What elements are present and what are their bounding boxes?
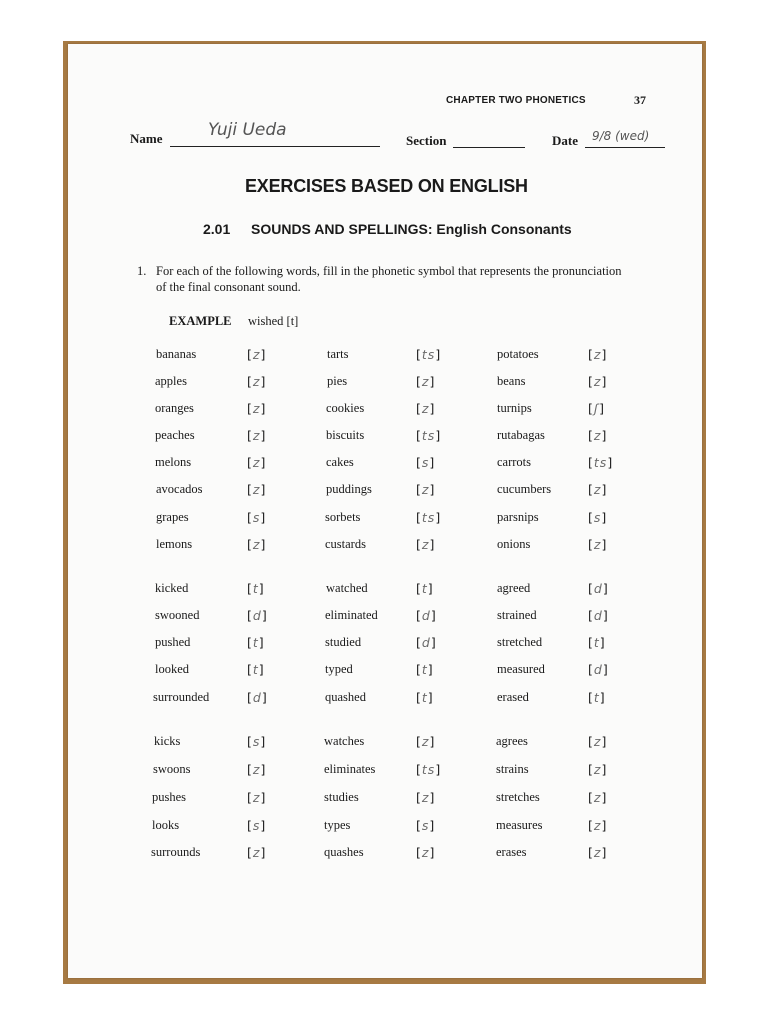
question-text: For each of the following words, fill in the phonetic symbol that represents the pronunciation of the final consonant sound. (156, 264, 622, 294)
answer-field[interactable] (588, 428, 607, 443)
word-item: apples (155, 374, 187, 388)
open-bracket: [ (416, 581, 422, 596)
answer-symbol: s (593, 510, 602, 525)
close-bracket: ] (261, 608, 268, 623)
open-bracket: [ (416, 734, 422, 749)
answer-field[interactable] (588, 401, 605, 416)
open-bracket: [ (588, 347, 594, 362)
word-item: quashed (325, 690, 366, 704)
close-bracket: ] (601, 374, 608, 389)
answer-field[interactable] (588, 690, 606, 705)
open-bracket: [ (588, 581, 594, 596)
open-bracket: [ (416, 401, 422, 416)
close-bracket: ] (260, 510, 267, 525)
answer-field[interactable] (416, 662, 434, 677)
word-item: quashes (324, 845, 364, 859)
name-value: Yuji Ueda (208, 120, 287, 140)
answer-symbol: d (593, 608, 603, 623)
close-bracket: ] (607, 455, 614, 470)
open-bracket: [ (588, 374, 594, 389)
open-bracket: [ (247, 482, 253, 497)
example-text: wished [t] (248, 314, 299, 328)
open-bracket: [ (588, 455, 594, 470)
open-bracket: [ (588, 818, 594, 833)
word-item: looked (155, 662, 190, 676)
answer-symbol: z (252, 790, 261, 805)
open-bracket: [ (588, 662, 594, 677)
answer-field[interactable] (588, 608, 609, 623)
answer-field[interactable] (588, 510, 607, 525)
answer-field[interactable] (588, 734, 607, 749)
answer-symbol: ts (421, 510, 436, 525)
close-bracket: ] (258, 581, 265, 596)
answer-symbol: t (593, 690, 600, 705)
close-bracket: ] (429, 790, 436, 805)
open-bracket: [ (416, 690, 422, 705)
close-bracket: ] (601, 537, 608, 552)
open-bracket: [ (247, 608, 253, 623)
section-label: Section (406, 133, 447, 148)
word-item: bananas (156, 347, 197, 361)
open-bracket: [ (416, 608, 422, 623)
close-bracket: ] (260, 482, 267, 497)
close-bracket: ] (429, 537, 436, 552)
word-item: agrees (496, 734, 528, 748)
word-item: custards (325, 537, 366, 551)
answer-field[interactable] (416, 608, 437, 623)
close-bracket: ] (430, 608, 437, 623)
close-bracket: ] (601, 482, 608, 497)
open-bracket: [ (588, 762, 594, 777)
word-item: erases (496, 845, 527, 859)
answer-symbol: z (252, 347, 261, 362)
open-bracket: [ (588, 537, 594, 552)
answer-symbol: z (252, 401, 261, 416)
answer-field[interactable] (247, 428, 266, 443)
close-bracket: ] (260, 818, 267, 833)
word-item: strains (496, 762, 529, 776)
section-title: SOUNDS AND SPELLINGS: English Consonants (251, 221, 572, 237)
open-bracket: [ (416, 818, 422, 833)
answer-field[interactable] (416, 537, 435, 552)
close-bracket: ] (601, 818, 608, 833)
answer-symbol: t (421, 581, 428, 596)
close-bracket: ] (258, 662, 265, 677)
open-bracket: [ (416, 510, 422, 525)
close-bracket: ] (260, 537, 267, 552)
answer-symbol: t (421, 662, 428, 677)
open-bracket: [ (247, 510, 253, 525)
word-item: turnips (497, 401, 532, 415)
open-bracket: [ (247, 818, 253, 833)
answer-symbol: z (421, 845, 430, 860)
close-bracket: ] (435, 347, 442, 362)
answer-symbol: z (593, 374, 602, 389)
answer-field[interactable] (247, 537, 266, 552)
open-bracket: [ (247, 581, 253, 596)
example-label: EXAMPLE (169, 314, 232, 328)
word-item: types (324, 818, 351, 832)
answer-field[interactable] (247, 635, 265, 650)
open-bracket: [ (247, 401, 253, 416)
answer-field[interactable] (416, 455, 435, 470)
word-item: puddings (326, 482, 372, 496)
close-bracket: ] (260, 734, 267, 749)
word-item: potatoes (497, 347, 539, 361)
word-item: peaches (155, 428, 195, 442)
answer-field[interactable] (416, 818, 435, 833)
answer-field[interactable] (588, 635, 606, 650)
word-item: studied (325, 635, 362, 649)
close-bracket: ] (602, 662, 609, 677)
answer-symbol: d (421, 608, 431, 623)
close-bracket: ] (427, 581, 434, 596)
answer-field[interactable] (416, 581, 434, 596)
open-bracket: [ (247, 734, 253, 749)
answer-symbol: z (252, 374, 261, 389)
word-item: cucumbers (497, 482, 552, 496)
answer-symbol: ts (421, 347, 436, 362)
answer-symbol: t (421, 690, 428, 705)
answer-symbol: z (252, 762, 261, 777)
word-item: stretches (496, 790, 540, 804)
date-value: 9/8 (wed) (592, 129, 650, 143)
answer-field[interactable] (247, 690, 268, 705)
word-item: swooned (155, 608, 200, 622)
word-item: rutabagas (497, 428, 545, 442)
close-bracket: ] (260, 347, 267, 362)
close-bracket: ] (601, 347, 608, 362)
answer-field[interactable] (247, 510, 266, 525)
word-item: stretched (497, 635, 543, 649)
close-bracket: ] (429, 401, 436, 416)
answer-symbol: z (252, 455, 261, 470)
answer-symbol: s (252, 510, 261, 525)
word-item: surrounds (151, 845, 201, 859)
date-label: Date (552, 133, 578, 148)
answer-field[interactable] (247, 845, 266, 860)
answer-field[interactable] (416, 401, 435, 416)
close-bracket: ] (427, 662, 434, 677)
answer-symbol: z (252, 537, 261, 552)
answer-field[interactable] (247, 581, 265, 596)
answer-symbol: z (421, 734, 430, 749)
word-item: typed (325, 662, 353, 676)
answer-symbol: s (252, 734, 261, 749)
exercises-title: EXERCISES BASED ON ENGLISH (245, 176, 528, 196)
answer-field[interactable] (416, 762, 441, 777)
answer-symbol: d (252, 608, 262, 623)
answer-field[interactable] (588, 662, 609, 677)
answer-symbol: z (421, 401, 430, 416)
answer-symbol: z (421, 374, 430, 389)
answer-field[interactable] (247, 374, 266, 389)
answer-symbol: z (421, 537, 430, 552)
running-head: CHAPTER TWO PHONETICS (446, 95, 586, 106)
answer-field[interactable] (247, 762, 266, 777)
open-bracket: [ (416, 428, 422, 443)
word-item: biscuits (326, 428, 365, 442)
answer-symbol: s (252, 818, 261, 833)
close-bracket: ] (260, 428, 267, 443)
open-bracket: [ (247, 347, 253, 362)
close-bracket: ] (260, 790, 267, 805)
open-bracket: [ (247, 845, 253, 860)
word-item: looks (152, 818, 180, 832)
word-item: swoons (153, 762, 191, 776)
close-bracket: ] (429, 845, 436, 860)
page-number: 37 (634, 93, 646, 107)
close-bracket: ] (601, 428, 608, 443)
answer-symbol: d (421, 635, 431, 650)
open-bracket: [ (588, 690, 594, 705)
answer-field[interactable] (247, 662, 265, 677)
answer-symbol: z (593, 734, 602, 749)
close-bracket: ] (435, 762, 442, 777)
answer-field[interactable] (247, 790, 266, 805)
open-bracket: [ (247, 790, 253, 805)
close-bracket: ] (429, 818, 436, 833)
word-item: studies (324, 790, 359, 804)
open-bracket: [ (247, 374, 253, 389)
word-item: beans (497, 374, 526, 388)
open-bracket: [ (416, 537, 422, 552)
close-bracket: ] (260, 845, 267, 860)
answer-field[interactable] (588, 482, 607, 497)
answer-symbol: z (252, 845, 261, 860)
close-bracket: ] (429, 374, 436, 389)
open-bracket: [ (247, 428, 253, 443)
answer-field[interactable] (588, 374, 607, 389)
close-bracket: ] (601, 734, 608, 749)
open-bracket: [ (588, 510, 594, 525)
open-bracket: [ (588, 790, 594, 805)
open-bracket: [ (416, 662, 422, 677)
answer-symbol: d (252, 690, 262, 705)
answer-field[interactable] (247, 401, 266, 416)
answer-symbol: z (252, 428, 261, 443)
word-item: onions (497, 537, 531, 551)
open-bracket: [ (588, 428, 594, 443)
open-bracket: [ (416, 347, 422, 362)
answer-field[interactable] (416, 635, 437, 650)
name-line (170, 146, 380, 147)
answer-symbol: z (252, 482, 261, 497)
close-bracket: ] (261, 690, 268, 705)
close-bracket: ] (260, 374, 267, 389)
answer-symbol: z (593, 482, 602, 497)
answer-field[interactable] (247, 608, 268, 623)
answer-symbol: z (593, 537, 602, 552)
answer-field[interactable] (416, 510, 441, 525)
answer-symbol: z (421, 790, 430, 805)
close-bracket: ] (601, 790, 608, 805)
answer-field[interactable] (588, 790, 607, 805)
answer-symbol: t (252, 581, 259, 596)
open-bracket: [ (247, 662, 253, 677)
word-item: surrounded (153, 690, 210, 704)
open-bracket: [ (416, 455, 422, 470)
word-item: pushes (152, 790, 187, 804)
answer-field[interactable] (416, 690, 434, 705)
word-item: grapes (156, 510, 189, 524)
close-bracket: ] (430, 635, 437, 650)
word-item: oranges (155, 401, 194, 415)
answer-symbol: ts (421, 428, 436, 443)
answer-symbol: s (421, 818, 430, 833)
word-item: kicked (155, 581, 189, 595)
answer-symbol: z (593, 845, 602, 860)
answer-symbol: ts (421, 762, 436, 777)
word-item: pushed (155, 635, 191, 649)
date-line (585, 147, 665, 148)
open-bracket: [ (416, 635, 422, 650)
close-bracket: ] (601, 762, 608, 777)
answer-symbol: d (593, 662, 603, 677)
word-item: watched (326, 581, 368, 595)
word-item: sorbets (325, 510, 361, 524)
open-bracket: [ (247, 537, 253, 552)
answer-field[interactable] (247, 818, 266, 833)
close-bracket: ] (601, 510, 608, 525)
answer-symbol: s (421, 455, 430, 470)
answer-symbol: z (593, 347, 602, 362)
answer-field[interactable] (416, 790, 435, 805)
close-bracket: ] (599, 690, 606, 705)
close-bracket: ] (429, 482, 436, 497)
answer-symbol: z (593, 790, 602, 805)
open-bracket: [ (416, 762, 422, 777)
answer-symbol: ts (593, 455, 608, 470)
close-bracket: ] (602, 581, 609, 596)
word-item: measured (497, 662, 545, 676)
word-item: measures (496, 818, 543, 832)
open-bracket: [ (247, 762, 253, 777)
word-item: pies (327, 374, 348, 388)
word-item: parsnips (497, 510, 539, 524)
section-line (453, 147, 525, 148)
answer-field[interactable] (588, 845, 607, 860)
open-bracket: [ (416, 845, 422, 860)
close-bracket: ] (599, 401, 605, 416)
open-bracket: [ (588, 635, 594, 650)
section-number: 2.01 (203, 221, 231, 237)
answer-field[interactable] (416, 428, 441, 443)
answer-field[interactable] (588, 581, 609, 596)
close-bracket: ] (602, 608, 609, 623)
word-item: melons (155, 455, 192, 469)
open-bracket: [ (588, 482, 594, 497)
open-bracket: [ (247, 635, 253, 650)
name-label: Name (130, 131, 163, 146)
open-bracket: [ (416, 482, 422, 497)
answer-field[interactable] (247, 482, 266, 497)
close-bracket: ] (260, 762, 267, 777)
word-item: tarts (327, 347, 349, 361)
answer-symbol: d (593, 581, 603, 596)
answer-field[interactable] (247, 455, 266, 470)
close-bracket: ] (429, 455, 436, 470)
open-bracket: [ (588, 401, 594, 416)
word-item: strained (497, 608, 537, 622)
close-bracket: ] (435, 428, 442, 443)
open-bracket: [ (416, 790, 422, 805)
open-bracket: [ (247, 690, 253, 705)
open-bracket: [ (588, 734, 594, 749)
answer-symbol: ʃ (593, 401, 600, 416)
answer-symbol: t (252, 662, 259, 677)
answer-symbol: t (252, 635, 259, 650)
open-bracket: [ (416, 374, 422, 389)
answer-field[interactable] (588, 455, 613, 470)
word-item: watches (324, 734, 365, 748)
answer-field[interactable] (588, 762, 607, 777)
open-bracket: [ (247, 455, 253, 470)
answer-field[interactable] (416, 347, 441, 362)
close-bracket: ] (429, 734, 436, 749)
answer-symbol: z (421, 482, 430, 497)
word-item: agreed (497, 581, 531, 595)
answer-symbol: z (593, 818, 602, 833)
close-bracket: ] (427, 690, 434, 705)
word-item: lemons (156, 537, 193, 551)
answer-field[interactable] (247, 734, 266, 749)
close-bracket: ] (435, 510, 442, 525)
answer-field[interactable] (247, 347, 266, 362)
answer-field[interactable] (416, 374, 435, 389)
word-item: avocados (156, 482, 203, 496)
close-bracket: ] (601, 845, 608, 860)
answer-field[interactable] (416, 734, 435, 749)
word-item: kicks (154, 734, 181, 748)
word-item: cookies (326, 401, 365, 415)
open-bracket: [ (588, 608, 594, 623)
question-number: 1. (137, 264, 147, 278)
close-bracket: ] (260, 455, 267, 470)
word-item: eliminated (325, 608, 378, 622)
answer-field[interactable] (588, 537, 607, 552)
close-bracket: ] (260, 401, 267, 416)
answer-field[interactable] (588, 347, 607, 362)
word-item: carrots (497, 455, 532, 469)
answer-field[interactable] (416, 845, 435, 860)
word-item: eliminates (324, 762, 376, 776)
open-bracket: [ (588, 845, 594, 860)
answer-symbol: z (593, 762, 602, 777)
answer-field[interactable] (416, 482, 435, 497)
answer-symbol: t (593, 635, 600, 650)
answer-field[interactable] (588, 818, 607, 833)
close-bracket: ] (258, 635, 265, 650)
word-item: erased (497, 690, 529, 704)
close-bracket: ] (599, 635, 606, 650)
word-item: cakes (326, 455, 354, 469)
answer-symbol: z (593, 428, 602, 443)
